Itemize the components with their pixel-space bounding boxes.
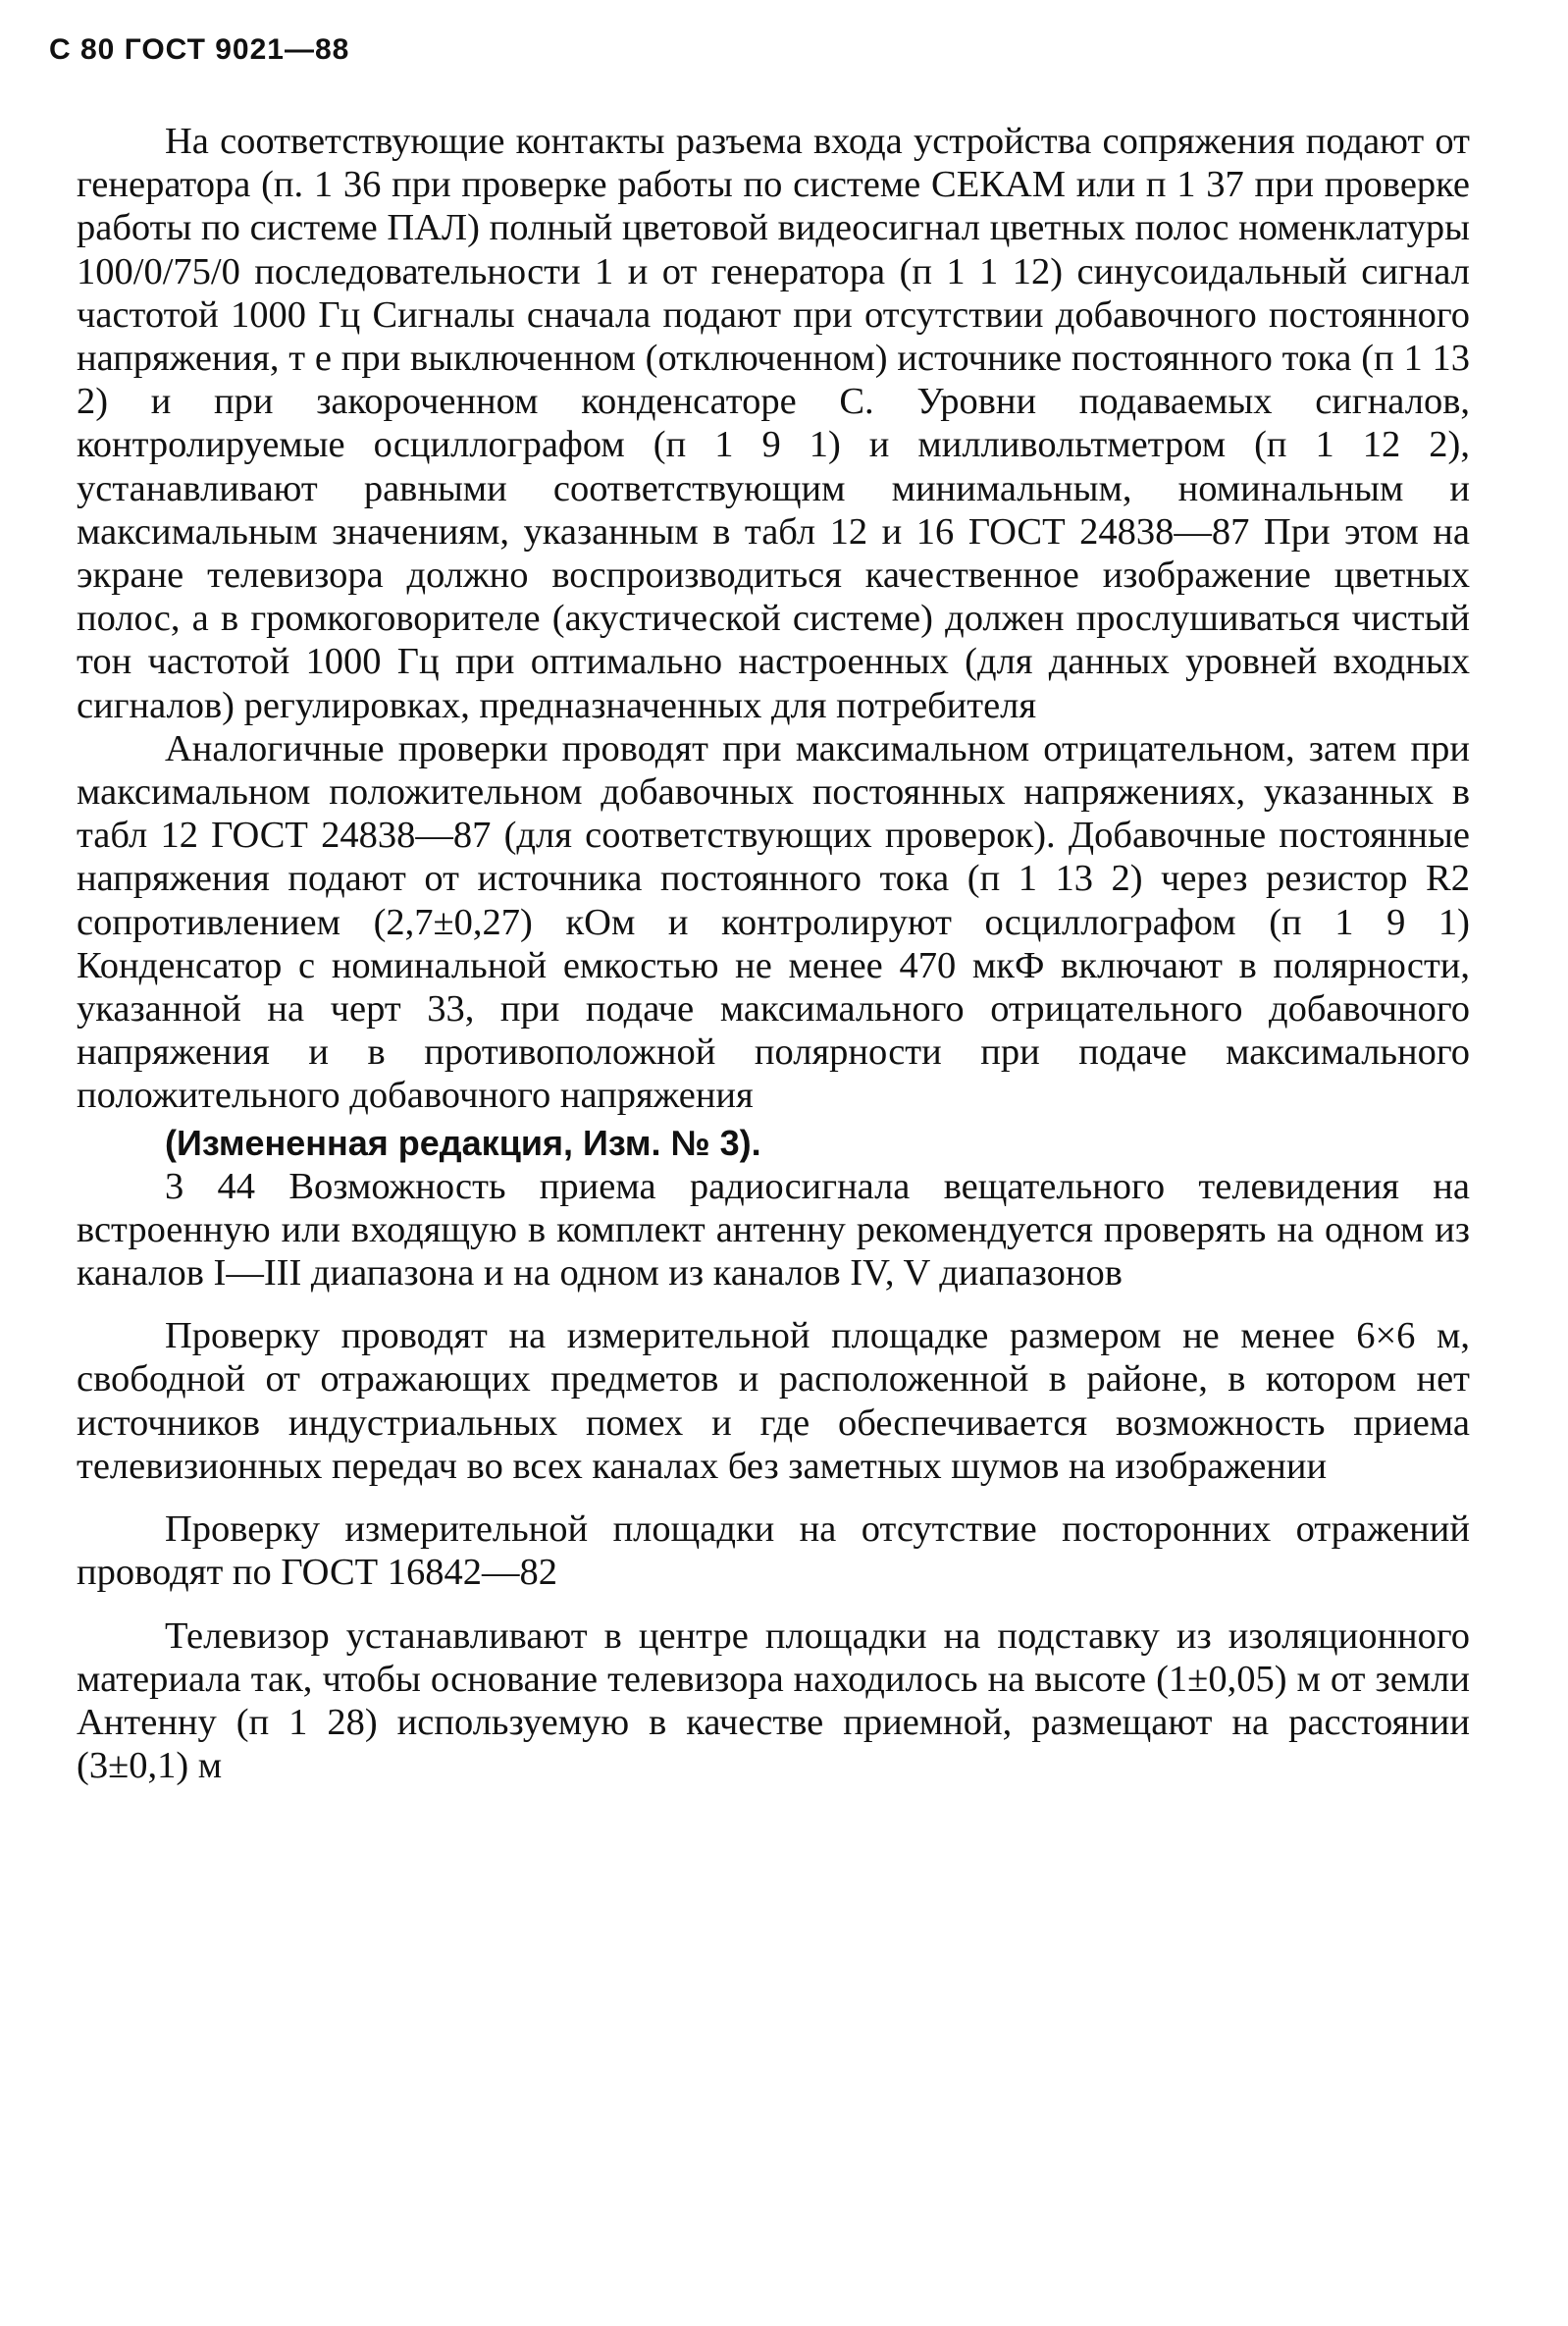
paragraph-signal-test: На соответствующие контакты разъема входа устройства сопряжения подают от генератора (п. 1 36 при проверке работы по системе СЕКАМ или п 1 37 при проверке работы по системе ПАЛ) полный цветовой видеосигнал цветных полос номенклатуры 100/0/75/0 последовательности 1 и от генератора (п 1 1 12) синусоидальный сигнал частотой 1000 Гц Сигналы сначала подают при отсутствии добавочного постоянного напряжения, т е при выключенном (отключенном) источнике постоянного тока (п 1 13 2) и при закороченном конденсаторе С. Уровни подаваемых сигналов, контролируемые осциллографом (п 1 9 1) и милливольтметром (п 1 12 2), устанавливают равными соответствующим минимальным, номинальным и максимальным значениям, указанным в табл 12 и 16 ГОСТ 24838—87 При этом на экране телевизора должно воспроизводиться качественное изображение цветных полос, а в громкоговорителе (акустической системе) должен прослушиваться чистый тон частотой 1000 Гц при оптимально настроенных (для данных уровней входных сигналов) регулировках, предназначенных для потребителя: [77, 121, 1470, 726]
amendment-note: (Измененная редакция, Изм. № 3).: [165, 1122, 761, 1163]
document-body: [77, 120, 1470, 1787]
paragraph-measuring-site: Проверку проводят на измерительной площадке размером не менее 6×6 м, свободной от отражающих предметов и расположенной в районе, в котором нет источников индустриальных помех и где обеспечивается возможность приема телевизионных передач во всех каналах без заметных шумов на изображении: [77, 1315, 1470, 1487]
page-header: С 80 ГОСТ 9021—88: [49, 33, 350, 66]
paragraph-dc-voltage-test: Аналогичные проверки проводят при максимальном отрицательном, затем при максимальном положительном добавочных постоянных напряжениях, указанных в табл 12 ГОСТ 24838—87 (для соответствующих проверок). Добавочные постоянные напряжения подают от источника постоянного тока (п 1 13 2) через резистор R2 сопротивлением (2,7±0,27) кОм и контролируют осциллографом (п 1 9 1) Конденсатор с номинальной емкостью не менее 470 мкФ включают в полярности, указанной на черт 33, при подаче максимального отрицательного добавочного напряжения и в противоположной полярности при подаче максимального положительного добавочного напряжения: [77, 727, 1470, 1117]
paragraph-tv-placement: Телевизор устанавливают в центре площадки на подставку из изоляционного материала так, чтобы основание телевизора находилось на высоте (1±0,05) м от земли Антенну (п 1 28) используемую в качестве приемной, размещают на расстоянии (3±0,1) м: [77, 1614, 1470, 1787]
paragraph-clause-3-44: 3 44 Возможность приема радиосигнала вещательного телевидения на встроенную или входящую в комплект антенну рекомендуется проверять на одном из каналов I—III диапазона и на одном из каналов IV, V диапазонов: [77, 1165, 1470, 1295]
paragraph-site-check: Проверку измерительной площадки на отсутствие посторонних отражений проводят по ГОСТ 16842—82: [77, 1508, 1470, 1594]
